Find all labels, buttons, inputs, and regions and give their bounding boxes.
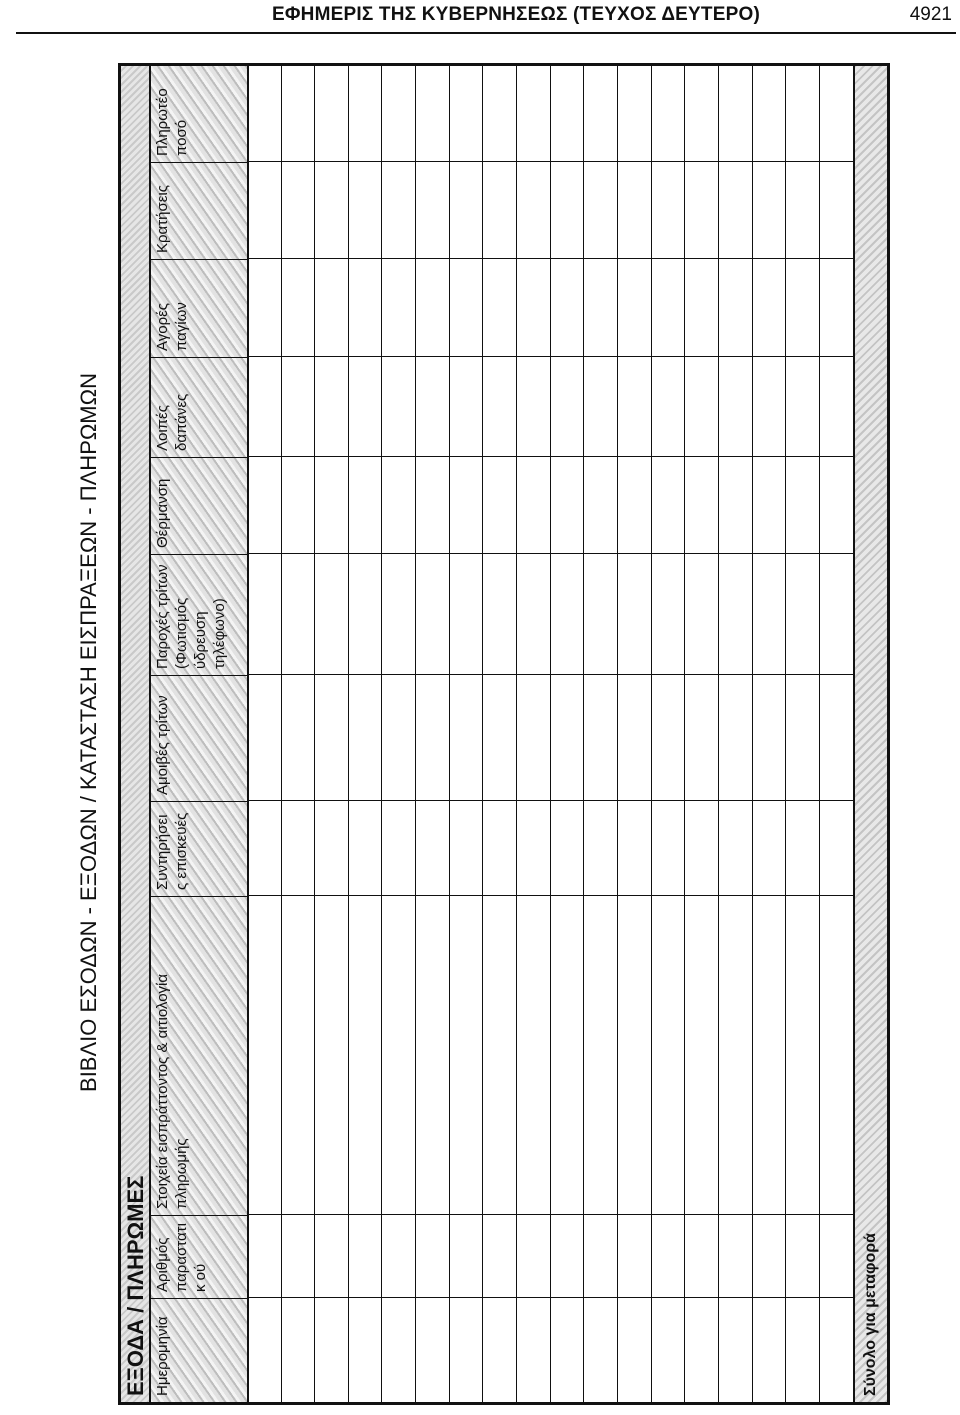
- table-row: [617, 66, 618, 1402]
- table-row: [516, 66, 517, 1402]
- table-row: [381, 66, 382, 1402]
- column-divider: [247, 161, 853, 162]
- column-header-row: [151, 66, 249, 1402]
- table-row: [314, 66, 315, 1402]
- column-header-document-number: Αριθμός παραστατικ ού: [151, 1215, 247, 1298]
- column-divider: [247, 895, 853, 896]
- table-row: [281, 66, 282, 1402]
- table-row: [348, 66, 349, 1402]
- table-row: [785, 66, 786, 1402]
- column-header-maintenance: Συντηρήσεις επισκευές: [151, 801, 247, 896]
- table-row: [752, 66, 753, 1402]
- column-divider: [247, 1214, 853, 1215]
- table-row: [415, 66, 416, 1402]
- column-header-payee-details: Στοιχεία εισπράττοντος & αιτιολογία πληρωμής: [151, 896, 247, 1215]
- table-row: [583, 66, 584, 1402]
- column-divider: [247, 800, 853, 801]
- column-divider: [247, 456, 853, 457]
- table-row: [651, 66, 652, 1402]
- expenses-ledger-table: [118, 63, 890, 1405]
- document-title: ΒΙΒΛΙΟ ΕΣΟΔΩΝ - ΕΞΟΔΩΝ / ΚΑΤΑΣΤΑΣΗ ΕΙΣΠΡΑΞΕΩΝ - ΠΛΗΡΩΜΩΝ: [76, 373, 101, 1092]
- ledger-rows: [247, 66, 853, 1402]
- table-row: [482, 66, 483, 1402]
- header-divider: [16, 32, 956, 34]
- column-header-other-expenses: Λοιπές δαπάνες: [151, 357, 247, 457]
- page-number: 4921: [909, 4, 952, 25]
- table-row: [718, 66, 719, 1402]
- column-divider: [247, 258, 853, 259]
- column-header-date: Ημερομηνία: [151, 1298, 247, 1402]
- column-header-amount-payable: Πληρωτέο ποσό: [154, 88, 190, 156]
- column-divider: [247, 674, 853, 675]
- section-title: ΕΞΟΔΑ / ΠΛΗΡΩΜΕΣ: [121, 66, 151, 1402]
- column-header-third-party-fees: Αμοιβές τρίτων: [151, 675, 247, 801]
- carry-forward-total-row: Σύνολο για μεταφορά: [853, 66, 887, 1402]
- column-header-fixed-assets: Αγορές παγίων: [151, 259, 247, 357]
- column-header-utilities: Παροχές τρίτων (Φωτισμός ύδρευση τηλέφωνο): [151, 554, 247, 675]
- table-row: [449, 66, 450, 1402]
- column-header-deductions: Κρατήσεις: [151, 162, 247, 259]
- table-row: [550, 66, 551, 1402]
- column-divider: [247, 356, 853, 357]
- column-divider: [247, 553, 853, 554]
- column-divider: [247, 1297, 853, 1298]
- gazette-title: ΕΦΗΜΕΡΙΣ ΤΗΣ ΚΥΒΕΡΝΗΣΕΩΣ (ΤΕΥΧΟΣ ΔΕΥΤΕΡΟ): [272, 4, 760, 25]
- column-header-heating: Θέρμανση: [151, 457, 247, 554]
- rotated-page-content: [56, 60, 891, 1405]
- table-row: [819, 66, 820, 1402]
- table-row: [684, 66, 685, 1402]
